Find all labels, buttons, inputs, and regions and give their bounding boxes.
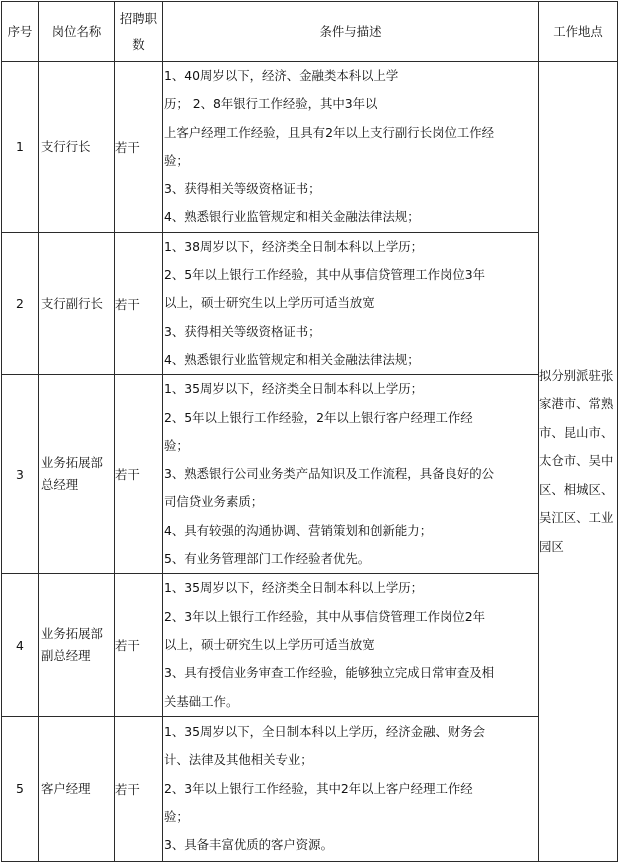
row-number: 4	[2, 574, 39, 716]
position-requirements	[163, 62, 539, 233]
position-count: 若干	[115, 62, 163, 233]
requirement-line: 5、有业务管理部门工作经验者优先。	[164, 551, 371, 567]
requirement-line: 以上，硕士研究生以上学历可适当放宽	[164, 295, 375, 311]
requirement-line: 1、35周岁以下，经济类全日制本科以上学历；	[164, 580, 424, 596]
work-location: 拟分别派驻张家港市、常熟市、昆山市、太仓市、吴中区、相城区、吴江区、工业园区	[539, 62, 618, 862]
header-title: 岗位名称	[39, 2, 115, 62]
requirement-line: 验；	[164, 808, 189, 824]
requirement-line: 2、3年以上银行工作经验，其中从事信贷管理工作岗位2年	[164, 608, 486, 624]
position-requirements	[163, 232, 539, 374]
requirement-line: 2、5年以上银行工作经验，其中从事信贷管理工作岗位3年	[164, 267, 486, 283]
header-desc: 条件与描述	[163, 2, 539, 62]
table-row	[2, 574, 618, 716]
requirement-line: 上客户经理工作经验，且具有2年以上支行副行长岗位工作经	[164, 124, 495, 140]
requirement-line: 4、具有较强的沟通协调、营销策划和创新能力；	[164, 522, 433, 538]
table-row	[2, 716, 618, 861]
requirement-line: 3、获得相关等级资格证书；	[164, 181, 321, 197]
requirement-line: 3、熟悉银行公司业务类产品知识及工作流程，具备良好的公	[164, 466, 495, 482]
position-title: 业务拓展部总经理	[39, 375, 115, 574]
requirement-line: 3、具有授信业务审查工作经验，能够独立完成日常审查及相	[164, 665, 495, 681]
requirement-line: 关基础工作。	[164, 693, 239, 709]
requirement-line: 3、具备丰富优质的客户资源。	[164, 837, 333, 853]
recruitment-table	[1, 1, 618, 862]
table-row	[2, 232, 618, 374]
requirement-line: 2、3年以上银行工作经验，其中2年以上客户经理工作经	[164, 780, 473, 796]
requirement-line: 验；	[164, 152, 189, 168]
requirement-line: 历； 2、8年银行工作经验，其中3年以	[164, 96, 378, 112]
table-row	[2, 62, 618, 233]
row-number: 2	[2, 232, 39, 374]
row-number: 1	[2, 62, 39, 233]
position-count: 若干	[115, 716, 163, 861]
row-number: 3	[2, 375, 39, 574]
requirement-line: 以上，硕士研究生以上学历可适当放宽	[164, 636, 375, 652]
row-number: 5	[2, 716, 39, 861]
requirement-line: 3、获得相关等级资格证书；	[164, 323, 321, 339]
header-no: 序号	[2, 2, 39, 62]
header-location: 工作地点	[539, 2, 618, 62]
position-title: 支行行长	[39, 62, 115, 233]
table-row	[2, 375, 618, 574]
requirement-line: 验；	[164, 437, 189, 453]
requirement-line: 计、法律及其他相关专业；	[164, 752, 313, 768]
requirement-line: 1、38周岁以下，经济类全日制本科以上学历；	[164, 238, 424, 254]
position-count: 若干	[115, 574, 163, 716]
requirement-line: 1、35周岁以下，经济类全日制本科以上学历；	[164, 381, 424, 397]
requirement-line: 4、熟悉银行业监管规定和相关金融法律法规；	[164, 209, 420, 225]
requirement-line: 1、40周岁以下，经济、金融类本科以上学	[164, 68, 399, 83]
position-title: 支行副行长	[39, 232, 115, 374]
header-row	[2, 2, 618, 62]
position-requirements	[163, 716, 539, 861]
position-count: 若干	[115, 375, 163, 574]
position-requirements	[163, 574, 539, 716]
header-count: 招聘职数	[115, 2, 163, 62]
requirement-line: 司信贷业务素质；	[164, 494, 264, 510]
position-title: 业务拓展部副总经理	[39, 574, 115, 716]
requirement-line: 4、熟悉银行业监管规定和相关金融法律法规；	[164, 351, 420, 367]
requirement-line: 2、5年以上银行工作经验，2年以上银行客户经理工作经	[164, 409, 473, 425]
position-count: 若干	[115, 232, 163, 374]
requirement-line: 1、35周岁以下，全日制本科以上学历，经济金融、财务会	[164, 724, 486, 740]
position-title: 客户经理	[39, 716, 115, 861]
position-requirements	[163, 375, 539, 574]
